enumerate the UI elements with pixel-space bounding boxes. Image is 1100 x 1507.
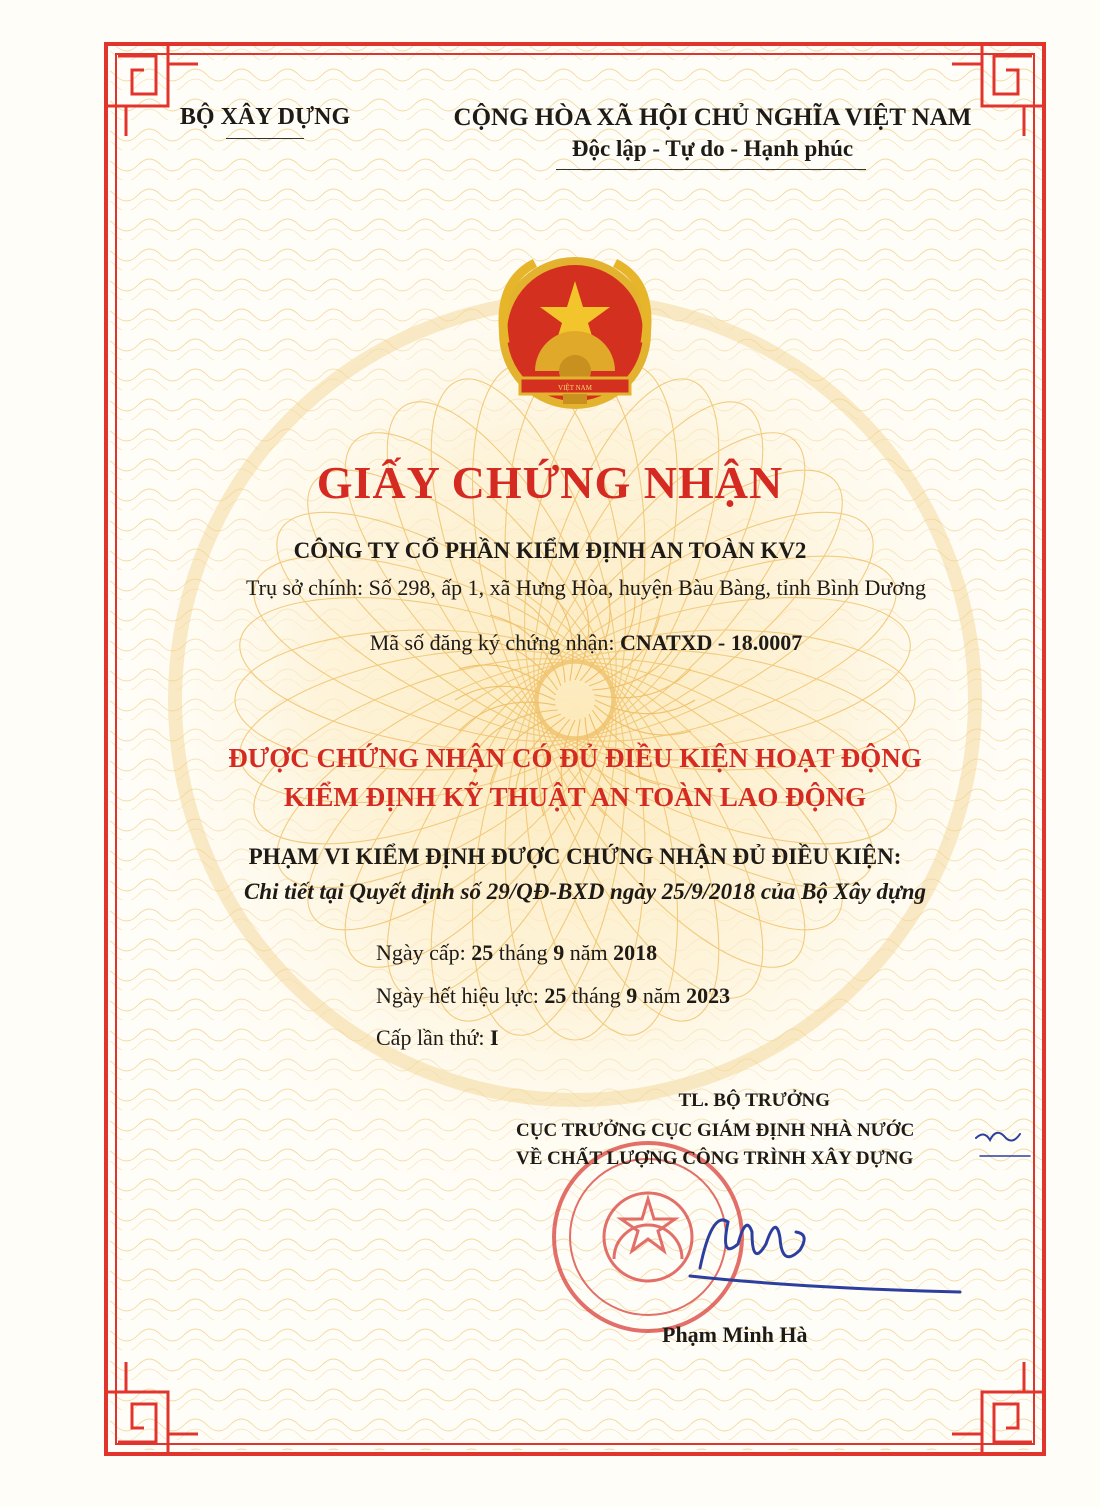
ministry-underline bbox=[226, 138, 304, 139]
expiry-year-word: năm bbox=[637, 983, 687, 1008]
expiry-date bbox=[376, 983, 730, 1009]
national-motto: Độc lập - Tự do - Hạnh phúc bbox=[571, 136, 854, 161]
issue-year: 2018 bbox=[613, 940, 658, 965]
issuance-count bbox=[376, 1025, 499, 1051]
signature-authority-line-1: TL. BỘ TRƯỞNG bbox=[678, 1090, 830, 1111]
expiry-date-label: Ngày hết hiệu lực: bbox=[376, 983, 545, 1008]
expiry-year: 2023 bbox=[686, 983, 731, 1008]
expiry-day: 25 bbox=[544, 983, 567, 1008]
registration-line bbox=[0, 630, 1100, 656]
ministry-name: BỘ XÂY DỰNG bbox=[179, 104, 351, 130]
signer-name: Phạm Minh Hà bbox=[662, 1322, 808, 1347]
expiry-month: 9 bbox=[626, 983, 638, 1008]
company-name: CÔNG TY CỔ PHẦN KIỂM ĐỊNH AN TOÀN KV2 bbox=[293, 538, 807, 563]
motto-underline bbox=[556, 169, 866, 170]
registration-number: CNATXD - 18.0007 bbox=[619, 630, 803, 655]
signature-authority-line-2: CỤC TRƯỞNG CỤC GIÁM ĐỊNH NHÀ NƯỚC bbox=[516, 1120, 915, 1141]
emblem-caption: VIỆT NAM bbox=[558, 384, 592, 392]
company-address: Trụ sở chính: Số 298, ấp 1, xã Hưng Hòa, huyện Bàu Bàng, tỉnh Bình Dương bbox=[245, 575, 926, 600]
country-name: CỘNG HÒA XÃ HỘI CHỦ NGHĨA VIỆT NAM bbox=[453, 104, 972, 131]
issue-day: 25 bbox=[471, 940, 494, 965]
issuance-label: Cấp lần thứ: bbox=[376, 1025, 490, 1050]
scope-heading: PHẠM VI KIỂM ĐỊNH ĐƯỢC CHỨNG NHẬN ĐỦ ĐIỀU KIỆN: bbox=[248, 844, 902, 869]
certification-line-2: KIỂM ĐỊNH KỸ THUẬT AN TOÀN LAO ĐỘNG bbox=[283, 782, 867, 812]
issue-month: 9 bbox=[553, 940, 565, 965]
issue-year-word: năm bbox=[564, 940, 614, 965]
certification-line-1: ĐƯỢC CHỨNG NHẬN CÓ ĐỦ ĐIỀU KIỆN HOẠT ĐỘNG bbox=[228, 743, 922, 773]
issue-month-word: tháng bbox=[493, 940, 554, 965]
expiry-month-word: tháng bbox=[566, 983, 627, 1008]
national-emblem-icon bbox=[503, 261, 647, 405]
scope-detail: Chi tiết tại Quyết định số 29/QĐ-BXD ngày 25/9/2018 của Bộ Xây dựng bbox=[243, 879, 927, 904]
issue-date-label: Ngày cấp: bbox=[376, 940, 472, 965]
registration-label: Mã số đăng ký chứng nhận: bbox=[369, 630, 620, 655]
certificate-title: GIẤY CHỨNG NHẬN bbox=[316, 457, 784, 508]
signature-authority-line-3: VỀ CHẤT LƯỢNG CÔNG TRÌNH XÂY DỰNG bbox=[516, 1148, 914, 1169]
issuance-value: I bbox=[489, 1025, 499, 1050]
issue-date bbox=[376, 940, 657, 966]
